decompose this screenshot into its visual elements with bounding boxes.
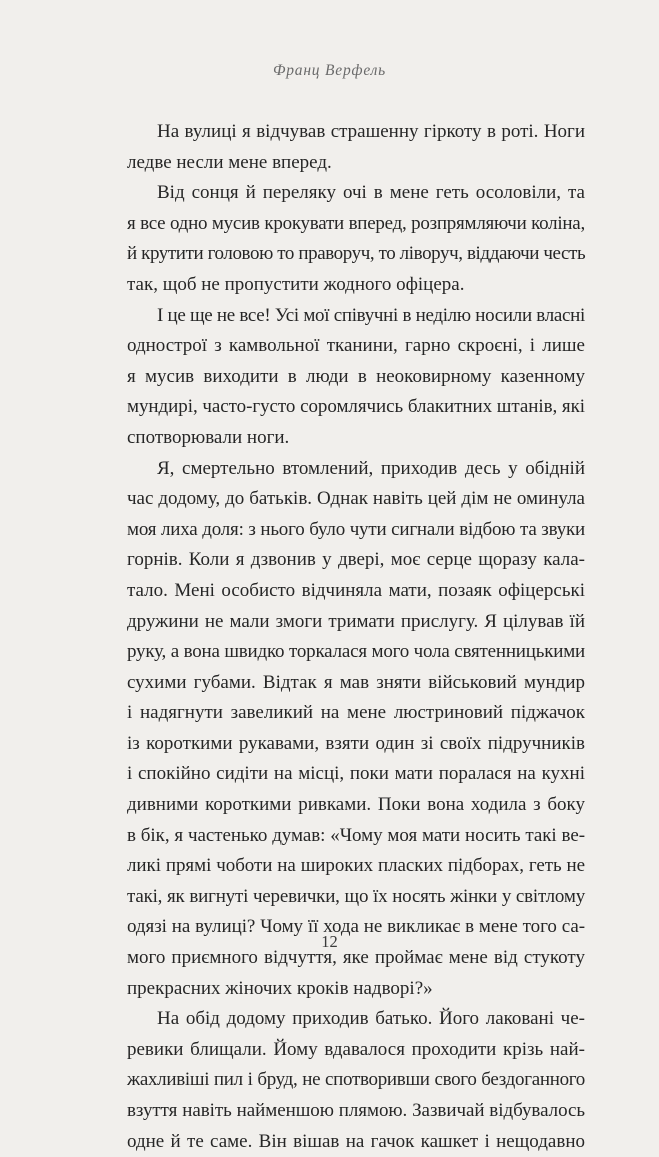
text-line: і надягнути завеликий на мене люстриновий піджачок xyxy=(127,702,585,724)
text-line: спотворювали ноги. xyxy=(127,426,290,448)
text-line: прекрасних жіночих кроків надворі?» xyxy=(127,977,433,999)
text-line: дружини не мали змоги тримати прислугу. Я цілував їй xyxy=(127,610,585,632)
text-line: я все одно мусив крокувати вперед, розпрямляючи коліна, xyxy=(127,212,585,234)
text-line: так, щоб не пропустити жодного офіцера. xyxy=(127,273,465,295)
text-line: час додому, до батьків. Однак навіть цей дім не оминула xyxy=(127,488,585,510)
paragraph xyxy=(127,1004,585,1157)
text-line: жахливіші пил і бруд, не спотворивши свого бездоганного xyxy=(127,1069,585,1091)
text-line: горнів. Коли я дзвонив у двері, моє серце щоразу кала- xyxy=(127,549,585,571)
text-line: дивними короткими ривками. Поки вона ходила з боку xyxy=(127,794,585,816)
paragraph xyxy=(127,454,585,1005)
text-line: ликі прямі чоботи на широких пласких підборах, геть не xyxy=(127,855,585,877)
text-line: мундирі, часто-густо соромлячись блакитних штанів, які xyxy=(127,396,585,418)
text-line: І це ще не все! Усі мої співучні в неділю носили власні xyxy=(157,304,585,326)
text-line: На обід додому приходив батько. Його лаковані че- xyxy=(157,1008,585,1030)
text-line: ледве несли мене вперед. xyxy=(127,151,332,173)
text-line: одязі на вулиці? Чому її хода не викликає в мене того са- xyxy=(127,916,585,938)
paragraph xyxy=(127,178,585,300)
text-line: взуття навіть найменшою плямою. Зазвичай відбувалось xyxy=(127,1100,585,1121)
text-line: мого приємного відчуття, яке проймає мене від стукоту xyxy=(127,947,585,969)
text-line: я мусив виходити в люди в неоковирному казенному xyxy=(127,365,585,387)
text-line: тало. Мені особисто відчиняла мати, позаяк офіцерські xyxy=(127,579,585,601)
text-line: в бік, я частенько думав: «Чому моя мати носить такі ве- xyxy=(127,824,585,846)
text-line: Від сонця й переляку очі в мене геть осоловіли, та xyxy=(157,182,585,204)
text-line: На вулиці я відчував страшенну гіркоту в роті. Ноги xyxy=(157,121,585,142)
paragraph xyxy=(127,117,585,178)
text-line: одне й те саме. Він вішав на гачок кашкет і нещодавно xyxy=(127,1130,585,1152)
text-line: і спокійно сидіти на місці, поки мати поралася на кухні xyxy=(127,763,585,785)
text-line: й крутити головою то праворуч, то ліворуч, віддаючи честь xyxy=(127,243,586,265)
text-line: із короткими рукавами, взяти один зі своїх підручників xyxy=(127,732,585,754)
text-line: Я, смертельно втомлений, приходив десь у обідній xyxy=(157,457,585,479)
text-line: руку, а вона швидко торкалася мого чола святенницькими xyxy=(127,641,585,663)
text-line: сухими губами. Відтак я мав зняти військовий мундир xyxy=(127,671,585,693)
text-line: такі, як вигнуті черевички, що їх носять жінки у світлому xyxy=(127,885,585,907)
body-text xyxy=(127,117,585,1157)
paragraph xyxy=(127,301,585,454)
text-line: ревики блищали. Йому вдавалося проходити крізь най- xyxy=(127,1038,585,1060)
text-line: однострої з камвольної тканини, гарно скроєні, і лише xyxy=(127,335,585,357)
page-number: 12 xyxy=(321,932,338,951)
text-line: моя лиха доля: з нього було чути сигнали відбою та звуки xyxy=(127,518,585,540)
running-head: Франц Верфель xyxy=(272,62,387,79)
